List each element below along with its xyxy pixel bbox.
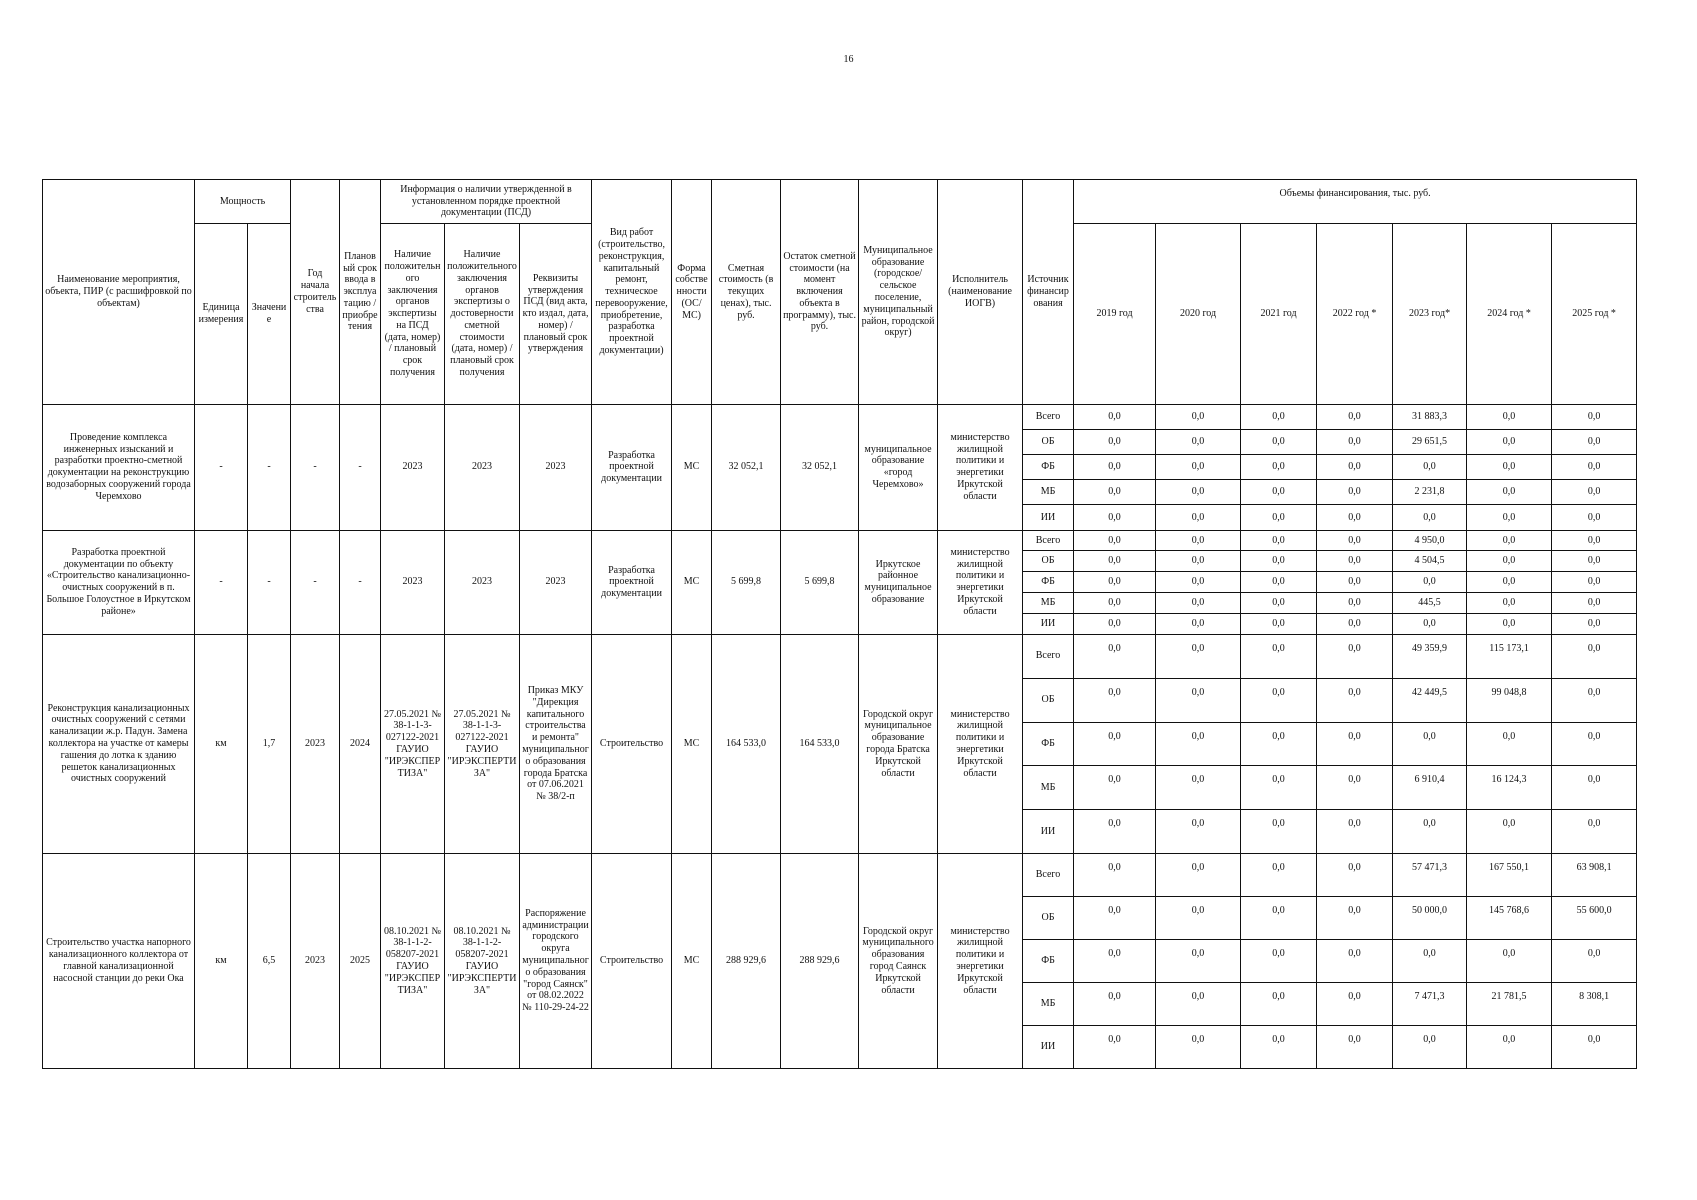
- funding-value-cell: 0,0: [1156, 530, 1241, 551]
- ownership-cell: МС: [672, 635, 712, 854]
- header-work-type: Вид работ (строительство, реконструкция, капитальный ремонт, техническое перевооружение, приобретение, разработка проектной документации): [592, 180, 672, 405]
- value-cell: 1,7: [248, 635, 291, 854]
- header-psd-info: Информация о наличии утвержденной в установленном порядке проектной документации (ПСД): [381, 180, 592, 224]
- header-year: 2025 год *: [1552, 224, 1637, 405]
- funding-value-cell: 0,0: [1241, 853, 1317, 896]
- funding-source-cell: МБ: [1023, 982, 1074, 1025]
- executor-cell: министерство жилищной политики и энергетики Иркутской области: [938, 853, 1023, 1068]
- funding-value-cell: 7 471,3: [1393, 982, 1467, 1025]
- funding-value-cell: 4 950,0: [1393, 530, 1467, 551]
- funding-value-cell: 0,0: [1241, 530, 1317, 551]
- funding-value-cell: 0,0: [1317, 572, 1393, 593]
- funding-value-cell: 29 651,5: [1393, 430, 1467, 455]
- estimated-cost-cell: 164 533,0: [712, 635, 781, 854]
- funding-value-cell: 0,0: [1467, 530, 1552, 551]
- object-name: Проведение комплекса инженерных изысканий и разработки проектно-сметной документации на реконструкцию водозаборных сооружений города Черемхово: [43, 405, 195, 531]
- object-name: Разработка проектной документации по объекту «Строительство канализационно-очистных сооружений в п. Большое Голоустное в Иркутском районе»: [43, 530, 195, 634]
- funding-value-cell: 0,0: [1156, 1025, 1241, 1068]
- funding-value-cell: 0,0: [1241, 982, 1317, 1025]
- psd-cost-cell: 08.10.2021 № 38-1-1-2-058207-2021 ГАУИО "ИРЭКСПЕРТИЗА": [445, 853, 520, 1068]
- funding-value-cell: 0,0: [1156, 614, 1241, 635]
- header-unit: Единица измерения: [195, 224, 248, 405]
- funding-value-cell: 0,0: [1241, 551, 1317, 572]
- funding-value-cell: 55 600,0: [1552, 896, 1637, 939]
- commission-year-cell: -: [340, 405, 381, 531]
- funding-source-cell: ИИ: [1023, 1025, 1074, 1068]
- funding-value-cell: 0,0: [1156, 505, 1241, 530]
- funding-value-cell: 0,0: [1317, 766, 1393, 810]
- funding-value-cell: 0,0: [1241, 810, 1317, 854]
- estimated-cost-cell: 32 052,1: [712, 405, 781, 531]
- funding-value-cell: 145 768,6: [1467, 896, 1552, 939]
- funding-value-cell: 0,0: [1552, 530, 1637, 551]
- funding-value-cell: 0,0: [1074, 939, 1156, 982]
- funding-value-cell: 31 883,3: [1393, 405, 1467, 430]
- table-row: [43, 635, 1637, 679]
- unit-cell: км: [195, 635, 248, 854]
- funding-value-cell: 0,0: [1552, 551, 1637, 572]
- executor-cell: министерство жилищной политики и энергетики Иркутской области: [938, 635, 1023, 854]
- estimated-cost-cell: 5 699,8: [712, 530, 781, 634]
- funding-value-cell: 0,0: [1552, 405, 1637, 430]
- funding-value-cell: 0,0: [1317, 939, 1393, 982]
- funding-value-cell: 0,0: [1241, 405, 1317, 430]
- funding-value-cell: 0,0: [1467, 810, 1552, 854]
- funding-value-cell: 0,0: [1156, 455, 1241, 480]
- funding-value-cell: 0,0: [1156, 766, 1241, 810]
- funding-value-cell: 0,0: [1393, 722, 1467, 766]
- funding-value-cell: 0,0: [1552, 635, 1637, 679]
- funding-value-cell: 0,0: [1241, 614, 1317, 635]
- psd-positive-cell: 08.10.2021 № 38-1-1-2-058207-2021 ГАУИО "ИРЭКСПЕРТИЗА": [381, 853, 445, 1068]
- funding-value-cell: 21 781,5: [1467, 982, 1552, 1025]
- header-funding-volumes: Объемы финансирования, тыс. руб.: [1074, 180, 1637, 224]
- funding-source-cell: ИИ: [1023, 614, 1074, 635]
- funding-value-cell: 0,0: [1552, 480, 1637, 505]
- remaining-cost-cell: 164 533,0: [781, 635, 859, 854]
- funding-value-cell: 0,0: [1156, 430, 1241, 455]
- funding-value-cell: 0,0: [1074, 1025, 1156, 1068]
- municipality-cell: муниципальное образование «город Черемхово»: [859, 405, 938, 531]
- funding-value-cell: 0,0: [1074, 614, 1156, 635]
- funding-value-cell: 0,0: [1467, 551, 1552, 572]
- funding-value-cell: 42 449,5: [1393, 678, 1467, 722]
- ownership-cell: МС: [672, 405, 712, 531]
- header-name: Наименование мероприятия, объекта, ПИР (с расшифровкой по объектам): [43, 180, 195, 405]
- header-year: 2024 год *: [1467, 224, 1552, 405]
- funding-source-cell: МБ: [1023, 593, 1074, 614]
- header-planned-commission: Плановый срок ввода в эксплуатацию / приобретения: [340, 180, 381, 405]
- funding-value-cell: 0,0: [1156, 939, 1241, 982]
- funding-value-cell: 0,0: [1156, 480, 1241, 505]
- funding-value-cell: 0,0: [1317, 430, 1393, 455]
- funding-value-cell: 50 000,0: [1393, 896, 1467, 939]
- remaining-cost-cell: 288 929,6: [781, 853, 859, 1068]
- funding-value-cell: 0,0: [1393, 572, 1467, 593]
- funding-value-cell: 0,0: [1467, 505, 1552, 530]
- commission-year-cell: 2025: [340, 853, 381, 1068]
- funding-value-cell: 63 908,1: [1552, 853, 1637, 896]
- funding-value-cell: 0,0: [1552, 810, 1637, 854]
- funding-value-cell: 0,0: [1317, 1025, 1393, 1068]
- psd-requisites-cell: Приказ МКУ "Дирекция капитального строительства и ремонта" муниципального образования города Братска от 07.06.2021 № 38/2-п: [520, 635, 592, 854]
- funding-value-cell: 0,0: [1074, 896, 1156, 939]
- value-cell: -: [248, 530, 291, 634]
- funding-value-cell: 0,0: [1552, 505, 1637, 530]
- value-cell: -: [248, 405, 291, 531]
- start-year-cell: -: [291, 530, 340, 634]
- header-year: 2019 год: [1074, 224, 1156, 405]
- psd-positive-cell: 27.05.2021 № 38-1-1-3-027122-2021 ГАУИО "ИРЭКСПЕРТИЗА": [381, 635, 445, 854]
- funding-value-cell: 0,0: [1393, 939, 1467, 982]
- funding-value-cell: 4 504,5: [1393, 551, 1467, 572]
- funding-value-cell: 0,0: [1317, 505, 1393, 530]
- funding-value-cell: 0,0: [1241, 635, 1317, 679]
- funding-value-cell: 2 231,8: [1393, 480, 1467, 505]
- header-year: 2020 год: [1156, 224, 1241, 405]
- funding-value-cell: 0,0: [1241, 1025, 1317, 1068]
- funding-value-cell: 0,0: [1552, 430, 1637, 455]
- commission-year-cell: 2024: [340, 635, 381, 854]
- funding-value-cell: 0,0: [1074, 722, 1156, 766]
- funding-source-cell: Всего: [1023, 635, 1074, 679]
- header-capacity: Мощность: [195, 180, 291, 224]
- funding-value-cell: 0,0: [1074, 635, 1156, 679]
- psd-positive-cell: 2023: [381, 405, 445, 531]
- funding-value-cell: 49 359,9: [1393, 635, 1467, 679]
- funding-value-cell: 0,0: [1552, 572, 1637, 593]
- value-cell: 6,5: [248, 853, 291, 1068]
- funding-value-cell: 0,0: [1074, 593, 1156, 614]
- funding-value-cell: 0,0: [1156, 810, 1241, 854]
- funding-source-cell: ОБ: [1023, 551, 1074, 572]
- funding-value-cell: 0,0: [1074, 766, 1156, 810]
- funding-source-cell: ФБ: [1023, 939, 1074, 982]
- funding-value-cell: 8 308,1: [1552, 982, 1637, 1025]
- funding-value-cell: 0,0: [1552, 455, 1637, 480]
- funding-value-cell: 16 124,3: [1467, 766, 1552, 810]
- funding-value-cell: 0,0: [1156, 635, 1241, 679]
- header-executor: Исполнитель (наименование ИОГВ): [938, 180, 1023, 405]
- estimated-cost-cell: 288 929,6: [712, 853, 781, 1068]
- header-value: Значение: [248, 224, 291, 405]
- funding-value-cell: 0,0: [1074, 430, 1156, 455]
- work-type-cell: Строительство: [592, 853, 672, 1068]
- header-psd-requisites: Реквизиты утверждения ПСД (вид акта, кто издал, дата, номер) / плановый срок утверждения: [520, 224, 592, 405]
- funding-source-cell: ОБ: [1023, 896, 1074, 939]
- funding-source-cell: ИИ: [1023, 810, 1074, 854]
- header-funding-source: Источник финансирования: [1023, 180, 1074, 405]
- funding-value-cell: 99 048,8: [1467, 678, 1552, 722]
- psd-requisites-cell: 2023: [520, 405, 592, 531]
- psd-cost-cell: 27.05.2021 № 38-1-1-3-027122-2021 ГАУИО "ИРЭКСПЕРТИЗА": [445, 635, 520, 854]
- funding-value-cell: 0,0: [1467, 480, 1552, 505]
- municipality-cell: Городской округ муниципальное образование города Братска Иркутской области: [859, 635, 938, 854]
- remaining-cost-cell: 32 052,1: [781, 405, 859, 531]
- header-ownership: Форма собственности (ОС/МС): [672, 180, 712, 405]
- funding-value-cell: 0,0: [1074, 530, 1156, 551]
- funding-value-cell: 0,0: [1317, 853, 1393, 896]
- funding-value-cell: 0,0: [1317, 551, 1393, 572]
- funding-value-cell: 0,0: [1393, 1025, 1467, 1068]
- funding-value-cell: 0,0: [1467, 593, 1552, 614]
- funding-value-cell: 0,0: [1156, 853, 1241, 896]
- funding-source-cell: Всего: [1023, 405, 1074, 430]
- funding-value-cell: 0,0: [1241, 572, 1317, 593]
- start-year-cell: -: [291, 405, 340, 531]
- table-row: [43, 853, 1637, 896]
- work-type-cell: Разработка проектной документации: [592, 530, 672, 634]
- commission-year-cell: -: [340, 530, 381, 634]
- funding-source-cell: ОБ: [1023, 430, 1074, 455]
- financing-table: [42, 179, 1637, 1069]
- funding-value-cell: 0,0: [1241, 766, 1317, 810]
- municipality-cell: Иркутское районное муниципальное образование: [859, 530, 938, 634]
- funding-value-cell: 0,0: [1317, 614, 1393, 635]
- funding-value-cell: 0,0: [1074, 982, 1156, 1025]
- funding-value-cell: 0,0: [1074, 678, 1156, 722]
- funding-value-cell: 0,0: [1074, 505, 1156, 530]
- psd-positive-cell: 2023: [381, 530, 445, 634]
- funding-value-cell: 0,0: [1156, 405, 1241, 430]
- funding-value-cell: 0,0: [1467, 405, 1552, 430]
- funding-value-cell: 0,0: [1317, 722, 1393, 766]
- header-remaining-cost: Остаток сметной стоимости (на момент включения объекта в программу), тыс. руб.: [781, 180, 859, 405]
- funding-value-cell: 0,0: [1074, 853, 1156, 896]
- funding-source-cell: МБ: [1023, 480, 1074, 505]
- funding-value-cell: 0,0: [1156, 896, 1241, 939]
- object-name: Реконструкция канализационных очистных сооружений с сетями канализации ж.р. Падун. Замена коллектора на участке от камеры гашения до лотка к зданию решеток канализационных очистных сооружений: [43, 635, 195, 854]
- funding-value-cell: 115 173,1: [1467, 635, 1552, 679]
- funding-value-cell: 0,0: [1317, 635, 1393, 679]
- funding-value-cell: 0,0: [1241, 896, 1317, 939]
- funding-value-cell: 0,0: [1393, 810, 1467, 854]
- header-psd-positive: Наличие положительного заключения органов экспертизы на ПСД (дата, номер) / плановый срок получения: [381, 224, 445, 405]
- table-row: [43, 530, 1637, 551]
- funding-value-cell: 0,0: [1156, 572, 1241, 593]
- funding-value-cell: 0,0: [1074, 551, 1156, 572]
- header-year: 2023 год*: [1393, 224, 1467, 405]
- table-body: [43, 405, 1637, 1069]
- funding-value-cell: 0,0: [1241, 430, 1317, 455]
- funding-value-cell: 0,0: [1156, 593, 1241, 614]
- funding-value-cell: 0,0: [1317, 455, 1393, 480]
- funding-value-cell: 0,0: [1241, 480, 1317, 505]
- funding-source-cell: ФБ: [1023, 572, 1074, 593]
- psd-cost-cell: 2023: [445, 405, 520, 531]
- funding-value-cell: 0,0: [1317, 810, 1393, 854]
- page-number: 16: [843, 54, 854, 65]
- funding-value-cell: 0,0: [1317, 896, 1393, 939]
- work-type-cell: Строительство: [592, 635, 672, 854]
- funding-source-cell: Всего: [1023, 853, 1074, 896]
- funding-source-cell: ФБ: [1023, 455, 1074, 480]
- funding-value-cell: 0,0: [1074, 480, 1156, 505]
- funding-value-cell: 0,0: [1156, 678, 1241, 722]
- work-type-cell: Разработка проектной документации: [592, 405, 672, 531]
- header-psd-cost: Наличие положительного заключения органов экспертизы о достоверности сметной стоимости (дата, номер) / плановый срок получения: [445, 224, 520, 405]
- funding-value-cell: 0,0: [1074, 405, 1156, 430]
- header-year: 2021 год: [1241, 224, 1317, 405]
- funding-source-cell: ОБ: [1023, 678, 1074, 722]
- funding-source-cell: Всего: [1023, 530, 1074, 551]
- psd-requisites-cell: Распоряжение администрации городского округа муниципального образования "город Саянск" от 08.02.2022 № 110-29-24-22: [520, 853, 592, 1068]
- funding-value-cell: 0,0: [1317, 678, 1393, 722]
- start-year-cell: 2023: [291, 853, 340, 1068]
- ownership-cell: МС: [672, 530, 712, 634]
- funding-value-cell: 0,0: [1552, 939, 1637, 982]
- executor-cell: министерство жилищной политики и энергетики Иркутской области: [938, 405, 1023, 531]
- funding-source-cell: ИИ: [1023, 505, 1074, 530]
- funding-value-cell: 0,0: [1393, 455, 1467, 480]
- funding-value-cell: 0,0: [1074, 455, 1156, 480]
- funding-value-cell: 0,0: [1467, 455, 1552, 480]
- funding-value-cell: 0,0: [1241, 939, 1317, 982]
- funding-value-cell: 0,0: [1074, 572, 1156, 593]
- funding-value-cell: 0,0: [1467, 1025, 1552, 1068]
- ownership-cell: МС: [672, 853, 712, 1068]
- funding-value-cell: 0,0: [1552, 766, 1637, 810]
- funding-value-cell: 0,0: [1552, 678, 1637, 722]
- funding-value-cell: 0,0: [1241, 722, 1317, 766]
- psd-requisites-cell: 2023: [520, 530, 592, 634]
- unit-cell: км: [195, 853, 248, 1068]
- header-municipality: Муниципальное образование (городское/сельское поселение, муниципальный район, городской округ): [859, 180, 938, 405]
- header-estimated-cost: Сметная стоимость (в текущих ценах), тыс. руб.: [712, 180, 781, 405]
- psd-cost-cell: 2023: [445, 530, 520, 634]
- object-name: Строительство участка напорного канализационного коллектора от главной канализационной насосной станции до реки Ока: [43, 853, 195, 1068]
- funding-value-cell: 0,0: [1241, 455, 1317, 480]
- funding-value-cell: 0,0: [1317, 593, 1393, 614]
- funding-value-cell: 0,0: [1317, 480, 1393, 505]
- unit-cell: -: [195, 405, 248, 531]
- funding-value-cell: 0,0: [1317, 530, 1393, 551]
- funding-value-cell: 0,0: [1393, 614, 1467, 635]
- funding-value-cell: 0,0: [1156, 722, 1241, 766]
- funding-value-cell: 445,5: [1393, 593, 1467, 614]
- funding-source-cell: МБ: [1023, 766, 1074, 810]
- funding-value-cell: 0,0: [1241, 678, 1317, 722]
- funding-value-cell: 0,0: [1467, 614, 1552, 635]
- remaining-cost-cell: 5 699,8: [781, 530, 859, 634]
- header-start-year: Год начала строительства: [291, 180, 340, 405]
- funding-value-cell: 167 550,1: [1467, 853, 1552, 896]
- funding-value-cell: 0,0: [1317, 405, 1393, 430]
- funding-value-cell: 0,0: [1552, 1025, 1637, 1068]
- funding-value-cell: 0,0: [1552, 722, 1637, 766]
- funding-value-cell: 6 910,4: [1393, 766, 1467, 810]
- unit-cell: -: [195, 530, 248, 634]
- funding-value-cell: 0,0: [1156, 982, 1241, 1025]
- funding-value-cell: 0,0: [1074, 810, 1156, 854]
- table-row: [43, 405, 1637, 430]
- funding-source-cell: ФБ: [1023, 722, 1074, 766]
- funding-value-cell: 0,0: [1393, 505, 1467, 530]
- funding-value-cell: 0,0: [1552, 593, 1637, 614]
- funding-value-cell: 0,0: [1467, 430, 1552, 455]
- funding-value-cell: 0,0: [1467, 939, 1552, 982]
- funding-value-cell: 0,0: [1241, 593, 1317, 614]
- start-year-cell: 2023: [291, 635, 340, 854]
- funding-value-cell: 57 471,3: [1393, 853, 1467, 896]
- municipality-cell: Городской округ муниципального образования город Саянск Иркутской области: [859, 853, 938, 1068]
- header-year: 2022 год *: [1317, 224, 1393, 405]
- funding-value-cell: 0,0: [1552, 614, 1637, 635]
- funding-value-cell: 0,0: [1156, 551, 1241, 572]
- executor-cell: министерство жилищной политики и энергетики Иркутской области: [938, 530, 1023, 634]
- funding-value-cell: 0,0: [1467, 722, 1552, 766]
- funding-value-cell: 0,0: [1467, 572, 1552, 593]
- funding-value-cell: 0,0: [1317, 982, 1393, 1025]
- funding-value-cell: 0,0: [1241, 505, 1317, 530]
